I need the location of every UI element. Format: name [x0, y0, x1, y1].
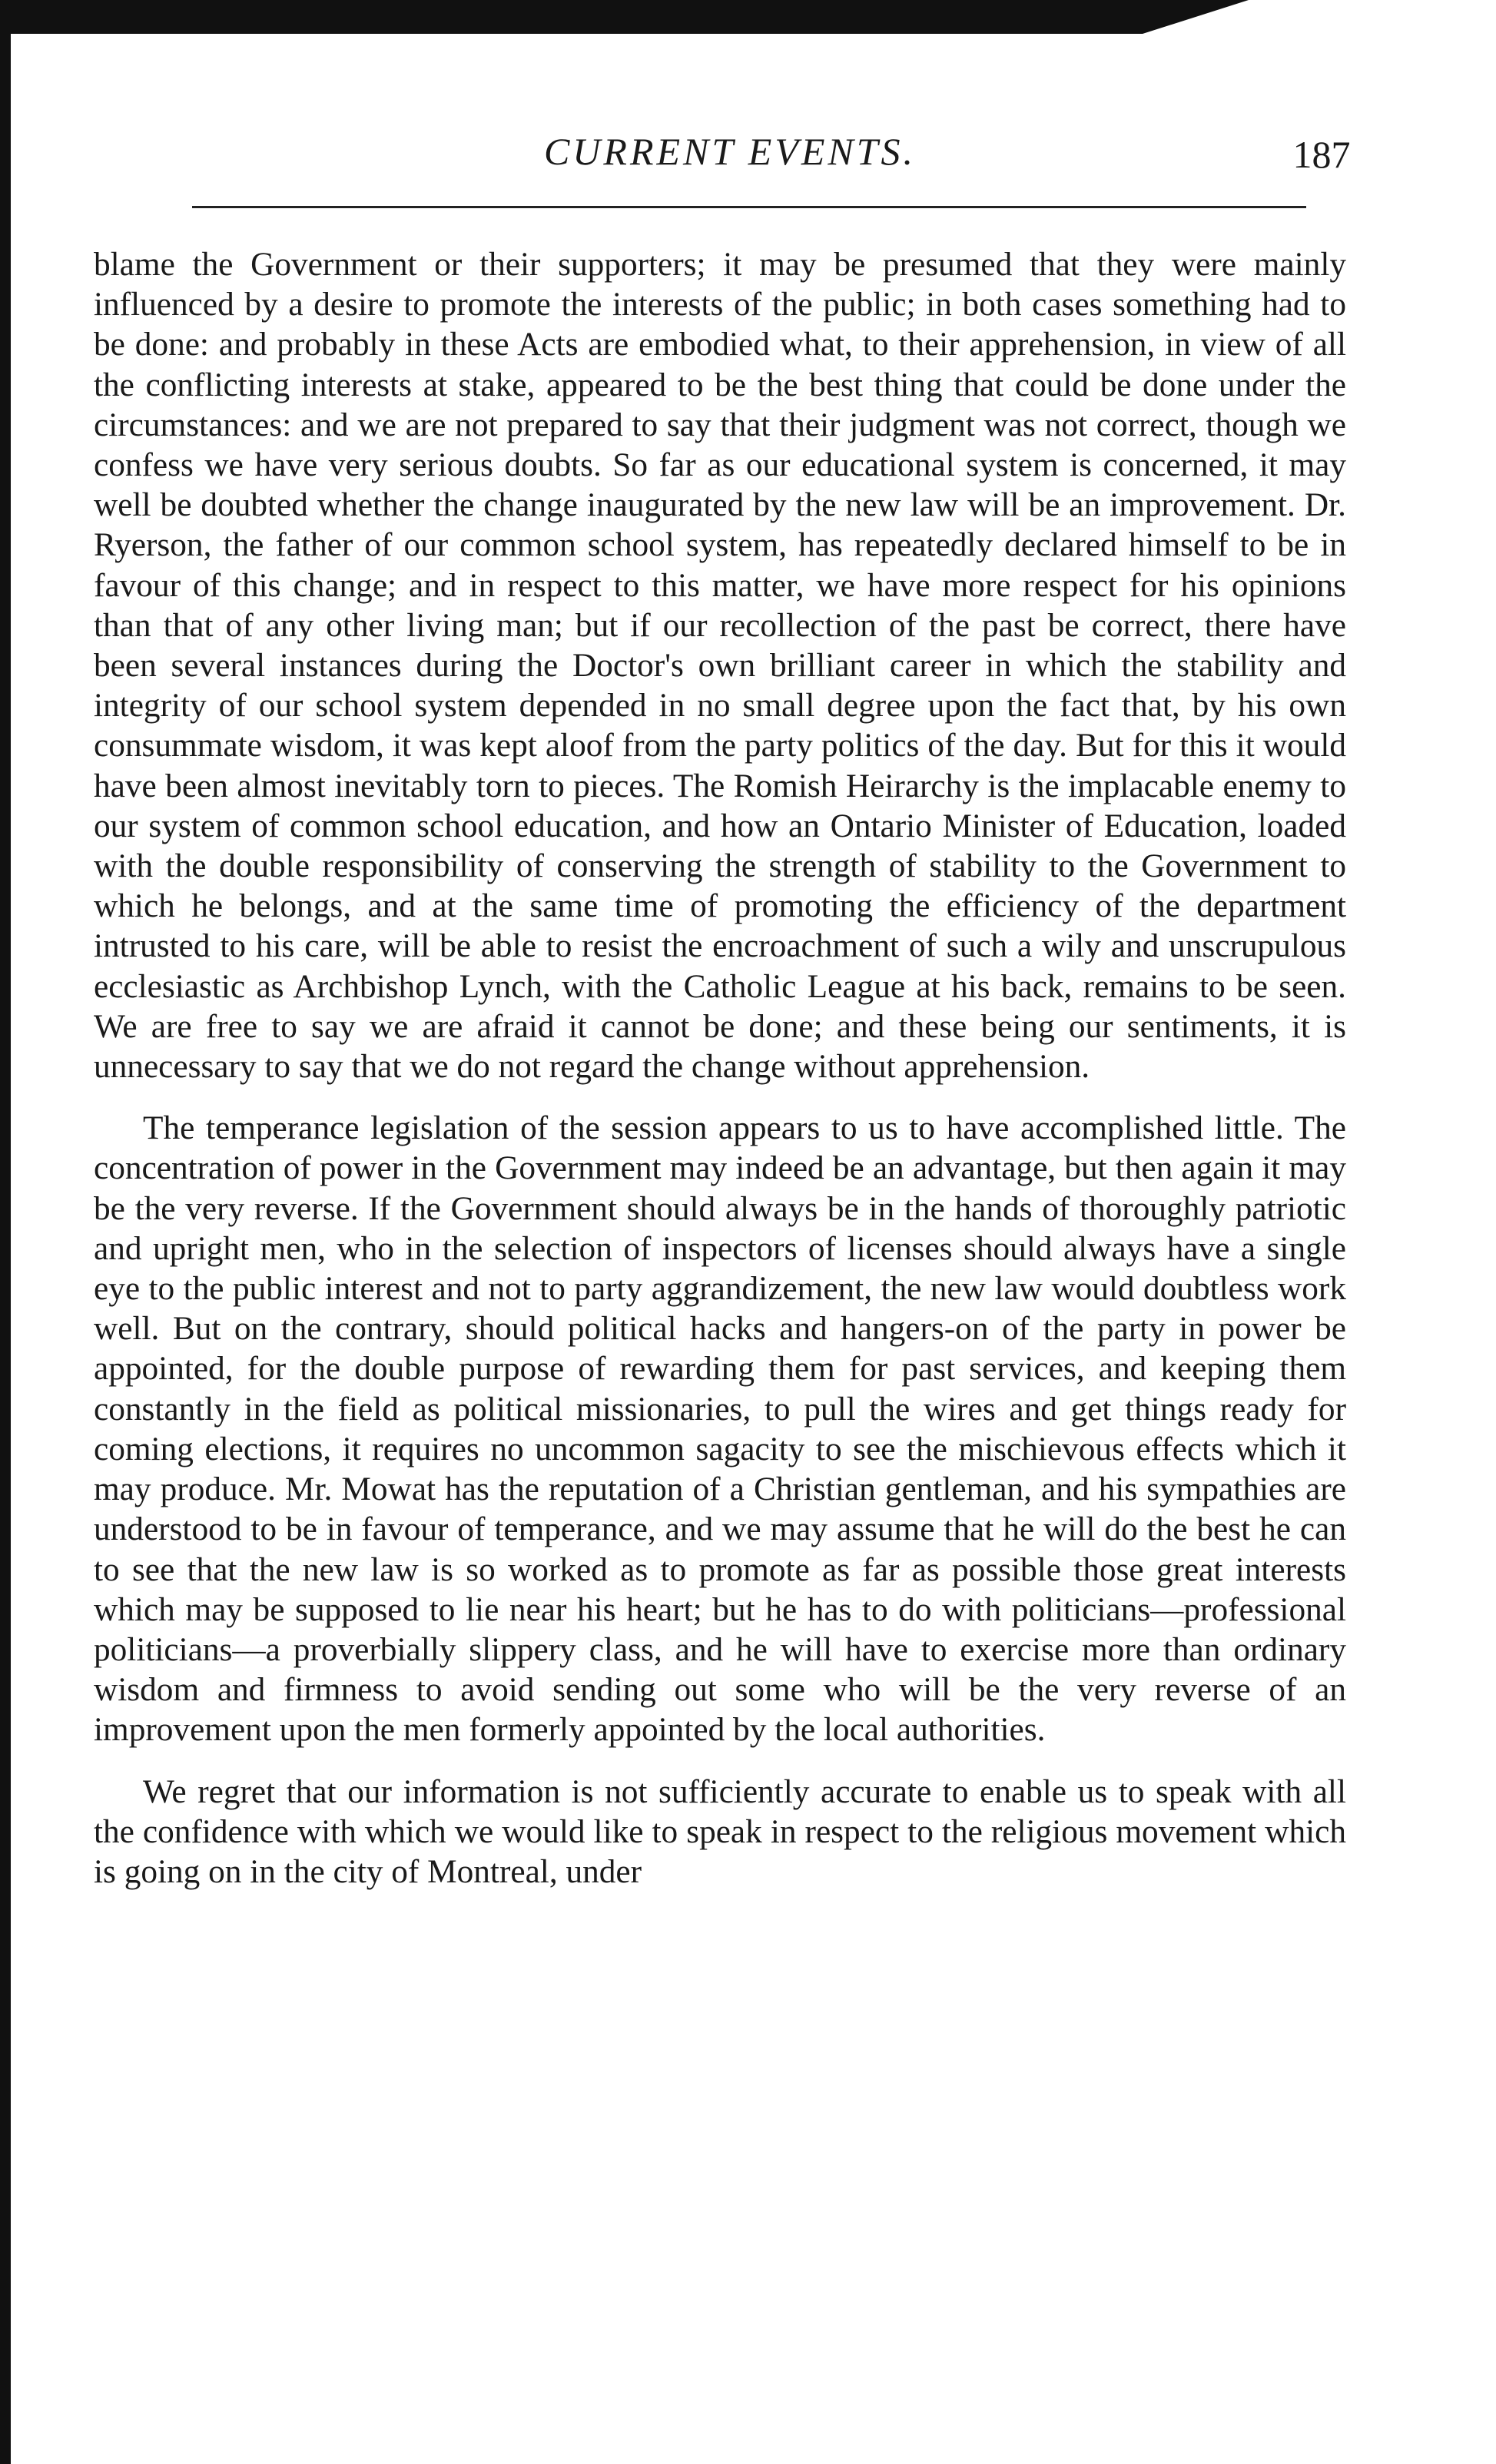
header-rule — [192, 206, 1306, 208]
paragraph-temperance: The temperance legislation of the session appears to us to have accomplished little. The concentration of power in the Government may indeed be an advantage, but then again it may be the very reverse. If the Government should always be in the hands of thoroughly patriotic and upright men, who in the selection of inspectors of licenses should always have a single eye to the public interest and not to party aggrandizement, the new law would doubtless work well. But on the contrary, should political hacks and hangers-on of the party in power be appointed, for the double purpose of rewarding them for past services, and keeping them constantly in the field as political missionaries, to pull the wires and get things ready for coming elections, it requires no uncommon sagacity to see the mischievous effects which it may produce. Mr. Mowat has the reputation of a Christian gentleman, and his sympathies are understood to be in favour of temperance, and we may assume that he will do the best he can to see that the new law is so worked as to promote as far as possible those great interests which may be supposed to lie near his heart; but he has to do with politicians—professional politicians—a proverbially slippery class, and he will have to exercise more than ordinary wisdom and firmness to avoid sending out some who will be the very reverse of an improvement upon the men formerly appointed by the local authorities. — [94, 1109, 1346, 1749]
running-header — [0, 129, 1496, 191]
running-title: CURRENT EVENTS. — [543, 130, 917, 173]
paragraph-continued: blame the Government or their supporters; it may be presumed that they were mainly influenced by a desire to promote the interests of the public; in both cases something had to be done: and probably in these Acts are embodied what, to their apprehension, in view of all the conflicting interests at stake, appeared to be the best thing that could be done under the circumstances: and we are not prepared to say that their judgment was not correct, though we confess we have very serious doubts. So far as our educational system is concerned, it may well be doubted whether the change inaugurated by the new law will be an improvement. Dr. Ryerson, the father of our common school system, has repeatedly declared himself to be in favour of this change; and in respect to this matter, we have more respect for his opinions than that of any other living man; but if our recollection of the past be correct, there have been several instances during the Doctor's own brilliant career in which the stability and integrity of our school system depended in no small degree upon the fact that, by his own consummate wisdom, it was kept aloof from the party politics of the day. But for this it would have been almost inevitably torn to pieces. The Romish Heirarchy is the implacable enemy to our system of common school education, and how an Ontario Minister of Education, loaded with the double responsibility of conserving the strength of stability to the Government to which he belongs, and at the same time of promoting the efficiency of the department intrusted to his care, will be able to resist the encroachment of such a wily and unscrupulous ecclesiastic as Archbishop Lynch, with the Catholic League at his back, remains to be seen. We are free to say we are afraid it cannot be done; and these being our sentiments, it is unnecessary to say that we do not regard the change without apprehension. — [94, 246, 1346, 1086]
paragraph-montreal: We regret that our information is not sufficiently accurate to enable us to speak with all the confidence with which we would like to speak in respect to the religious movement which is going on in the city of Montreal, under — [94, 1773, 1346, 1890]
scan-top-edge — [0, 0, 1496, 34]
page-number: 187 — [1292, 133, 1351, 176]
scan-left-edge — [0, 0, 11, 2464]
article-body — [94, 244, 1346, 1892]
torn-corner — [1143, 0, 1496, 34]
